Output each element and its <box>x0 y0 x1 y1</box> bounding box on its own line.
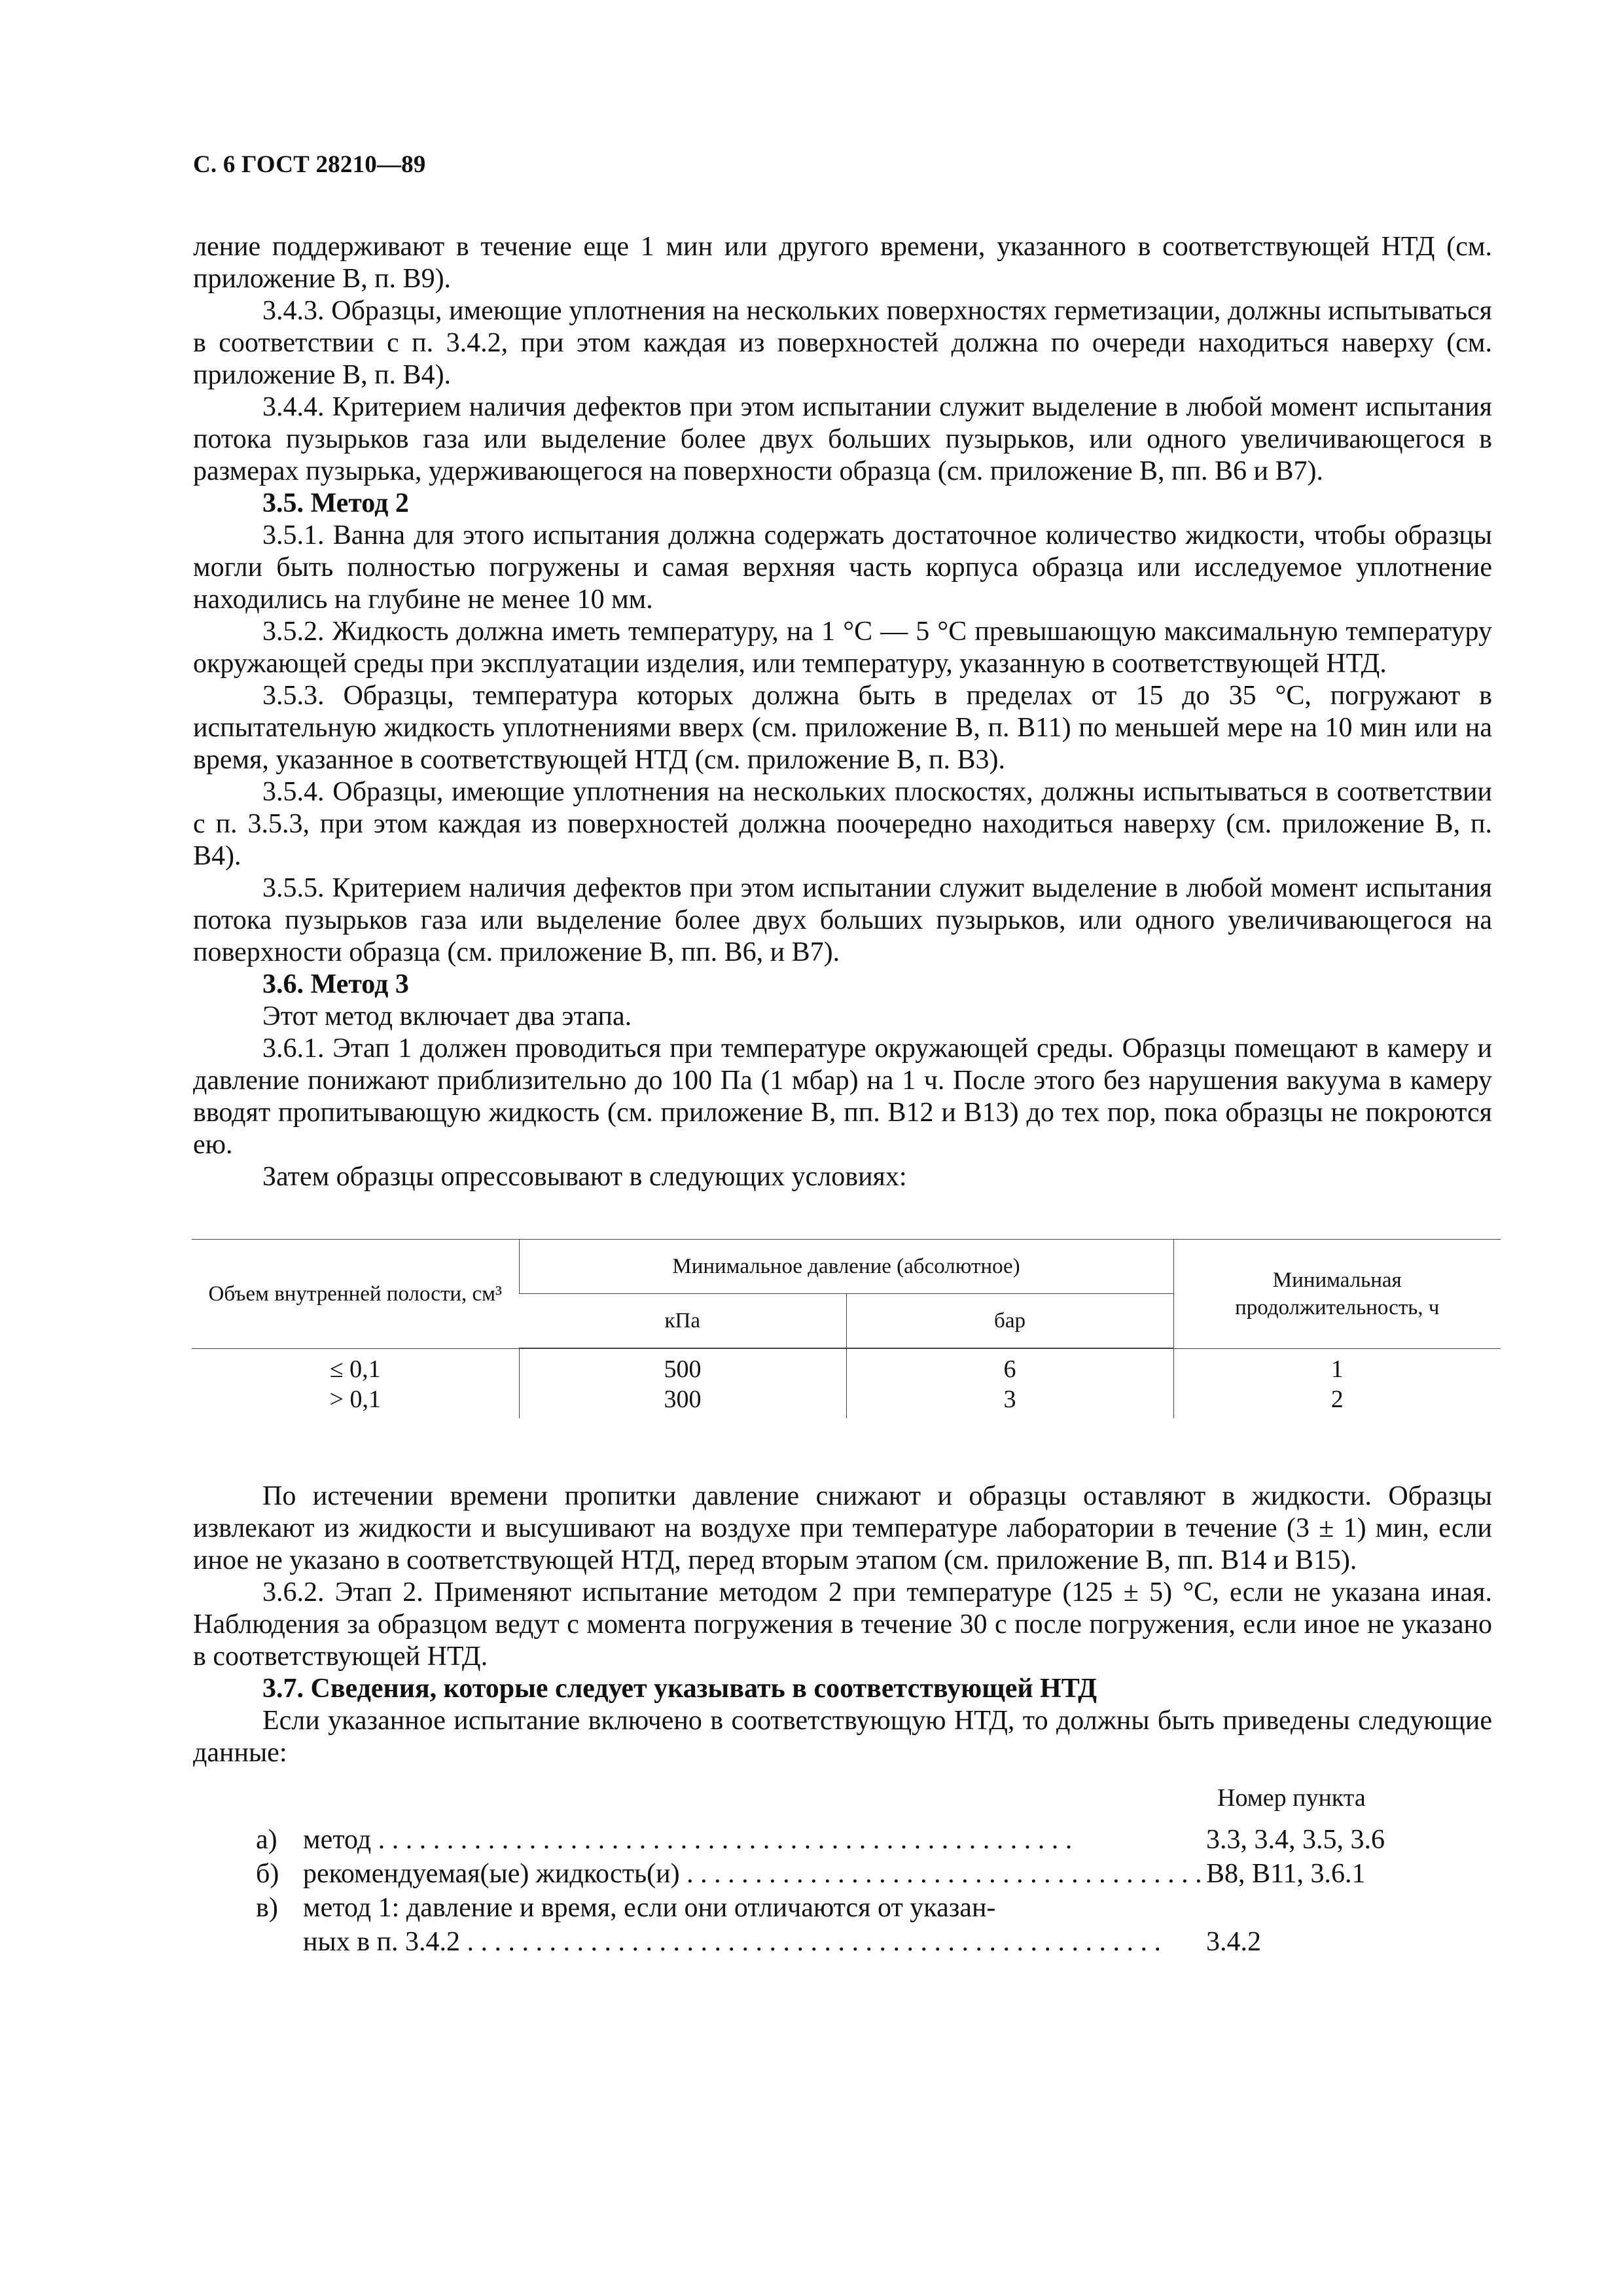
paragraph-table-intro: Затем образцы опрессовывают в следующих условиях: <box>262 1162 907 1192</box>
paragraph-3-6-intro: Этот метод включает два этапа. <box>262 1001 632 1031</box>
paragraph-3-7: Если указанное испытание включено в соответствующую НТД, то должны быть приведены следующие данные: <box>193 1706 1492 1768</box>
paragraph-3-5-5: 3.5.5. Критерием наличия дефектов при этом испытании служит выделение в любой момент испытания потока пузырьков газа или выделение более двух больших пузырьков, или одного увеличивающегося на поверхности образца (см. приложение В, пп. В6, и В7). <box>193 873 1492 967</box>
paragraph-3-5-1: 3.5.1. Ванна для этого испытания должна содержать достаточное количество жидкости, чтобы образцы могли быть полностью погружены и самая верхняя часть корпуса образца или исследуемое уплотнение находились на глубине не менее 10 мм. <box>193 520 1492 615</box>
section-3-5-title: 3.5. Метод 2 <box>262 488 409 518</box>
list-item-label-cont: ных в п. 3.4.2 <box>303 1927 461 1957</box>
list-item-label: метод 1: давление и время, если они отличаются от указан- <box>303 1893 996 1923</box>
list-item-label: рекомендуемая(ые) жидкость(и) <box>303 1859 680 1889</box>
cell-bar: 6 <box>846 1348 1173 1384</box>
list-item-ref: 3.3, 3.4, 3.5, 3.6 <box>1206 1825 1385 1855</box>
cell-kpa: 500 <box>519 1348 846 1384</box>
list-item-letter: б) <box>256 1859 279 1889</box>
paragraph-3-6-2: 3.6.2. Этап 2. Применяют испытание методом 2 при температуре (125 ± 5) °С, если не указана иная. Наблюдения за образцом ведут с момента погружения в течение 30 с после погружения, если иное не указано в соответствующей НТД. <box>193 1577 1492 1672</box>
header-pressure: Минимальное давление (абсолютное) <box>519 1240 1173 1294</box>
paragraph-continuation: ление поддерживают в течение еще 1 мин или другого времени, указанного в соответствующей НТД (см. приложение В, п. В9). <box>193 232 1492 294</box>
list-item-letter: в) <box>256 1893 278 1923</box>
header-bar: бар <box>846 1294 1173 1349</box>
dot-leader <box>680 1859 1206 1889</box>
list-item <box>256 1823 1492 1857</box>
paragraph-3-5-4: 3.5.4. Образцы, имеющие уплотнения на нескольких плоскостях, должны испытываться в соответствии с п. 3.5.3, при этом каждая из поверхностей должна поочередно находиться наверху (см. приложение В, п. В4). <box>193 777 1492 871</box>
list-item-ref: 3.4.2 <box>1206 1927 1261 1957</box>
cell-volume: > 0,1 <box>329 1386 381 1413</box>
section-3-6-title: 3.6. Метод 3 <box>262 969 409 999</box>
cell-duration: 1 <box>1173 1348 1501 1384</box>
dot-leader <box>460 1927 1161 1957</box>
list-item-continuation <box>256 1925 1492 1959</box>
paragraph-after-table: По истечении времени пропитки давление снижают и образцы оставляют в жидкости. Образцы извлекают из жидкости и высушивают на воздухе при температуре лаборатории в течение (3 ± 1) мин, если иное не указано в соответствующей НТД, перед вторым этапом (см. приложение В, пп. В14 и В15). <box>193 1481 1492 1575</box>
cell-volume: ≤ 0,1 <box>329 1355 381 1383</box>
header-kpa: кПа <box>519 1294 846 1349</box>
pressure-table <box>192 1239 1501 1418</box>
page-header: С. 6 ГОСТ 28210—89 <box>193 151 426 178</box>
paragraph-3-4-4: 3.4.4. Критерием наличия дефектов при этом испытании служит выделение в любой момент испытания потока пузырьков газа или выделение более двух больших пузырьков, или одного увеличивающегося в размерах пузырька, удерживающегося на поверхности образца (см. приложение В, пп. В6 и В7). <box>193 392 1492 486</box>
list-item-letter: а) <box>256 1825 277 1855</box>
table-row <box>192 1384 1501 1418</box>
table-row <box>192 1348 1501 1384</box>
header-volume: Объем внутренней полости, см³ <box>192 1240 519 1349</box>
list-item-label: метод <box>303 1825 372 1855</box>
list-item <box>256 1857 1492 1891</box>
list-item-ref: В8, В11, 3.6.1 <box>1206 1859 1366 1889</box>
cell-kpa: 300 <box>519 1384 846 1418</box>
list-item <box>256 1891 1492 1925</box>
paragraph-3-5-2: 3.5.2. Жидкость должна иметь температуру, на 1 °С — 5 °С превышающую максимальную температуру окружающей среды при эксплуатации изделия, или температуру, указанную в соответствующей НТД. <box>193 617 1492 679</box>
header-duration: Минимальная продолжительность, ч <box>1173 1240 1501 1349</box>
paragraph-3-4-3: 3.4.3. Образцы, имеющие уплотнения на нескольких поверхностях герметизации, должны испытываться в соответствии с п. 3.4.2, при этом каждая из поверхностей должна по очереди находиться наверху (см. приложение В, п. В4). <box>193 296 1492 390</box>
list-column-header: Номер пункта <box>1217 1784 1366 1812</box>
cell-bar: 3 <box>846 1384 1173 1418</box>
dot-leader <box>371 1825 1072 1855</box>
document-page <box>193 151 1492 1959</box>
paragraph-3-5-3: 3.5.3. Образцы, температура которых должна быть в пределах от 15 до 35 °С, погружают в испытательную жидкость уплотнениями вверх (см. приложение В, п. В11) по меньшей мере на 10 мин или на время, указанное в соответствующей НТД (см. приложение В, п. В3). <box>193 681 1492 775</box>
cell-duration: 2 <box>1173 1384 1501 1418</box>
paragraph-3-6-1: 3.6.1. Этап 1 должен проводиться при температуре окружающей среды. Образцы помещают в камеру и давление понижают приблизительно до 100 Па (1 мбар) на 1 ч. После этого без нарушения вакуума в камеру вводят пропитывающую жидкость (см. приложение В, пп. В12 и В13) до тех пор, пока образцы не покроются ею. <box>193 1033 1492 1160</box>
section-3-7-title: 3.7. Сведения, которые следует указывать в соответствующей НТД <box>262 1674 1097 1704</box>
